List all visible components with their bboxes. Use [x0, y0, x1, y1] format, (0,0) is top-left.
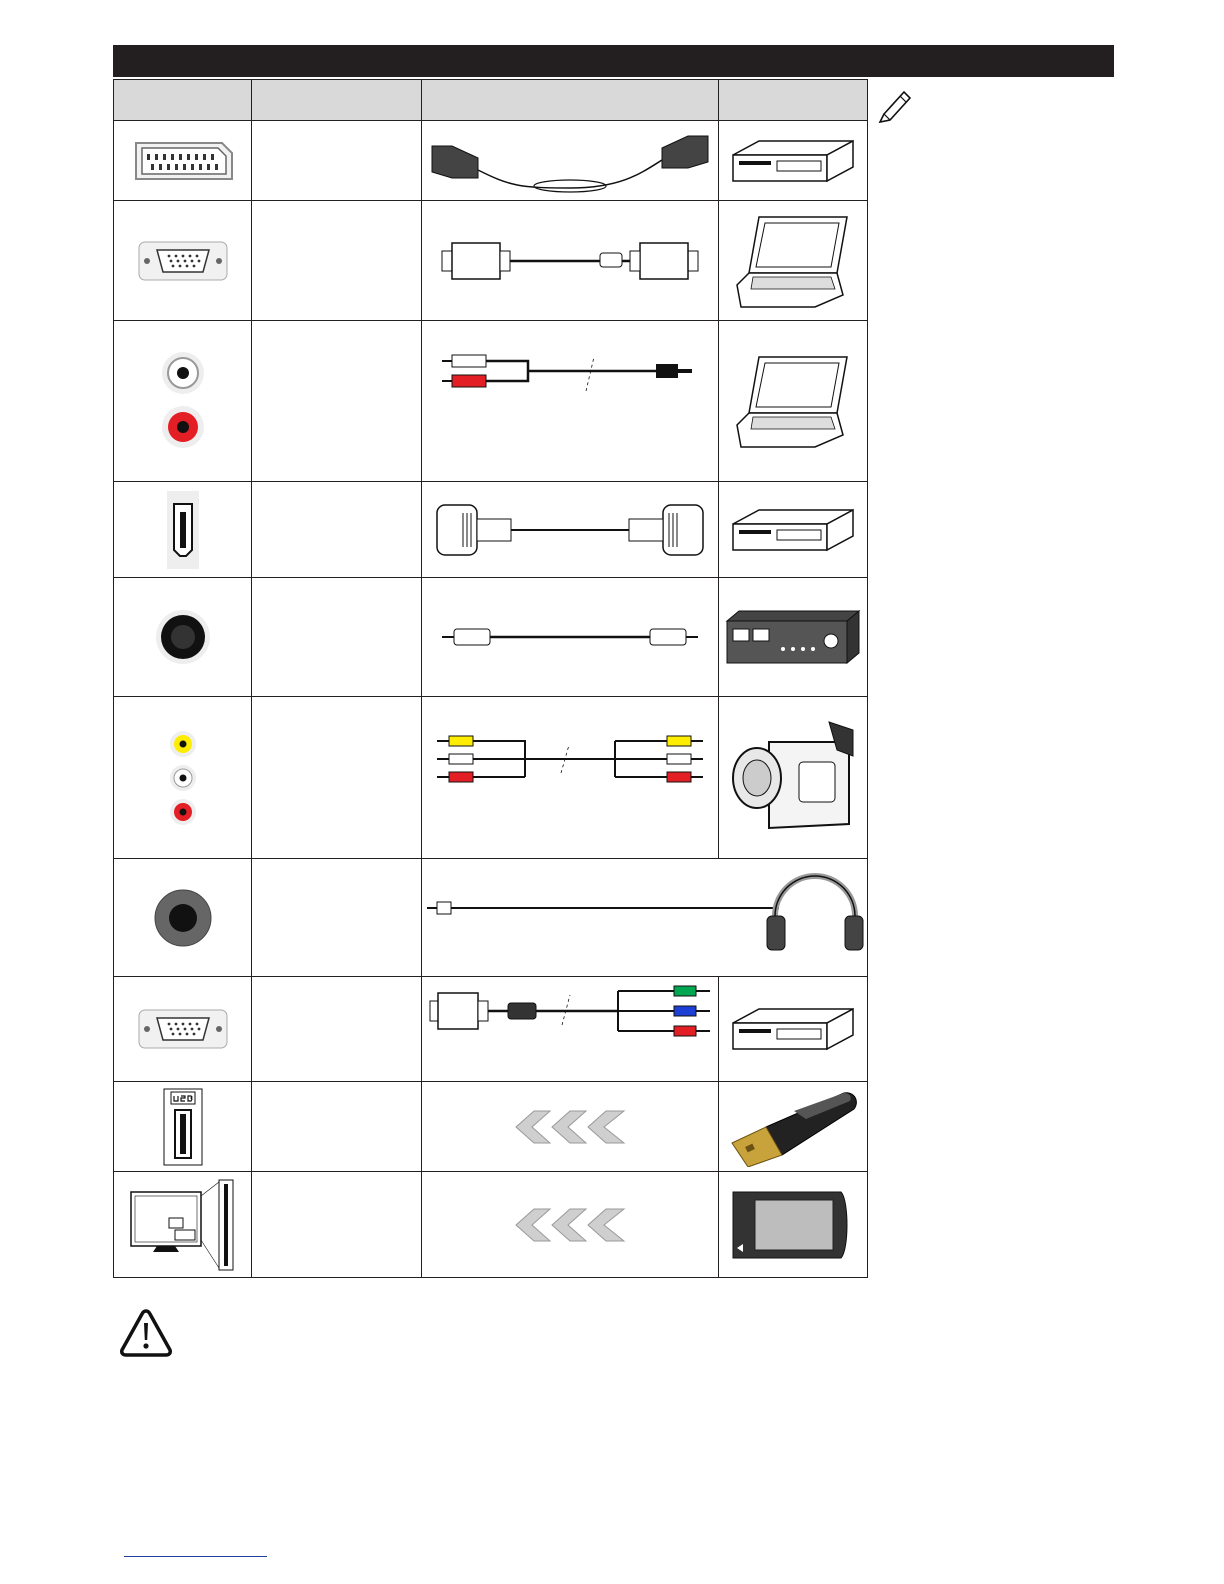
warning-icon: [119, 1308, 173, 1363]
usb-arrows-cell: [422, 1082, 719, 1172]
composite-av-sockets-icon: [168, 728, 198, 828]
ci-type-cell: [252, 1172, 422, 1278]
table-row: [114, 1172, 868, 1278]
usb-flash-drive-icon: [726, 1087, 860, 1167]
tv-rear-ci-slot-icon: [129, 1178, 237, 1272]
table-row: [114, 121, 868, 201]
av-socket-cell: [114, 697, 252, 859]
cam-module-cell: [719, 1172, 868, 1278]
laptop-cell: [719, 321, 868, 482]
laptop-cell: [719, 201, 868, 321]
dvd-recorder-icon: [731, 506, 855, 554]
usb-type-cell: [252, 1082, 422, 1172]
hdmi-type-cell: [252, 482, 422, 578]
footer-rule: [124, 1556, 267, 1557]
pencil-note-icon: [876, 86, 916, 129]
spdif-cable-cell: [422, 578, 719, 697]
hdmi-cable-icon: [435, 499, 705, 561]
audio-cable-cell: [422, 321, 719, 482]
ypbpr-cable-icon: [428, 985, 712, 1041]
table-row: [114, 977, 868, 1082]
audio-cable-icon: [440, 351, 700, 401]
usb-drive-cell: [719, 1082, 868, 1172]
camcorder-icon: [729, 720, 857, 836]
spdif-type-cell: [252, 578, 422, 697]
connections-table: [113, 79, 868, 1278]
table-row: [114, 859, 868, 977]
hdmi-cable-cell: [422, 482, 719, 578]
section-title-bar: [113, 45, 1114, 77]
ci-arrows-cell: [422, 1172, 719, 1278]
dvd-recorder-cell: [719, 482, 868, 578]
headphone-socket-icon: [153, 888, 213, 948]
audio-rca-sockets-icon: [158, 351, 208, 451]
header-connector: [114, 80, 252, 121]
table-row: [114, 697, 868, 859]
scart-socket-cell: [114, 121, 252, 201]
table-row: [114, 578, 868, 697]
scart-type-cell: [252, 121, 422, 201]
vga-type-cell: [252, 201, 422, 321]
av-cable-icon: [435, 733, 705, 789]
headphone-cable-cell: [422, 859, 868, 977]
scart-cable-cell: [422, 121, 719, 201]
vga-cable-icon: [440, 239, 700, 283]
ci-slot-cell: [114, 1172, 252, 1278]
hdmi-socket-cell: [114, 482, 252, 578]
headphone-type-cell: [252, 859, 422, 977]
scart-cable-icon: [430, 126, 710, 196]
laptop-icon: [735, 353, 851, 449]
dvd-recorder-icon: [731, 1005, 855, 1053]
audio-type-cell: [252, 321, 422, 482]
camcorder-cell: [719, 697, 868, 859]
table-header-row: [114, 80, 868, 121]
ypbpr-socket-cell: [114, 977, 252, 1082]
spdif-socket-icon: [155, 609, 211, 665]
header-type: [252, 80, 422, 121]
ypbpr-cable-cell: [422, 977, 719, 1082]
dvd-recorder-cell: [719, 977, 868, 1082]
headphones-cable-icon: [425, 872, 865, 964]
table-row: [114, 1082, 868, 1172]
amplifier-cell: [719, 578, 868, 697]
audio-amplifier-icon: [725, 609, 861, 665]
headphone-socket-cell: [114, 859, 252, 977]
insert-arrows-icon: [512, 1109, 628, 1145]
av-type-cell: [252, 697, 422, 859]
dvd-recorder-cell: [719, 121, 868, 201]
vga-socket-cell: [114, 201, 252, 321]
coax-cable-icon: [440, 625, 700, 649]
hdmi-socket-icon: [166, 490, 200, 570]
ypbpr-type-cell: [252, 977, 422, 1082]
header-device: [719, 80, 868, 121]
spdif-socket-cell: [114, 578, 252, 697]
table-row: [114, 321, 868, 482]
scart-socket-icon: [130, 139, 236, 183]
dvd-recorder-icon: [731, 137, 855, 185]
usb-socket-cell: [114, 1082, 252, 1172]
vga-socket-icon: [137, 240, 229, 282]
insert-arrows-icon: [512, 1207, 628, 1243]
laptop-icon: [735, 213, 851, 309]
vga-socket-icon: [137, 1008, 229, 1050]
header-cables: [422, 80, 719, 121]
audio-socket-cell: [114, 321, 252, 482]
usb-socket-icon: [163, 1088, 203, 1166]
vga-cable-cell: [422, 201, 719, 321]
table-row: [114, 482, 868, 578]
cam-module-icon: [731, 1190, 855, 1260]
av-cable-cell: [422, 697, 719, 859]
table-row: [114, 201, 868, 321]
